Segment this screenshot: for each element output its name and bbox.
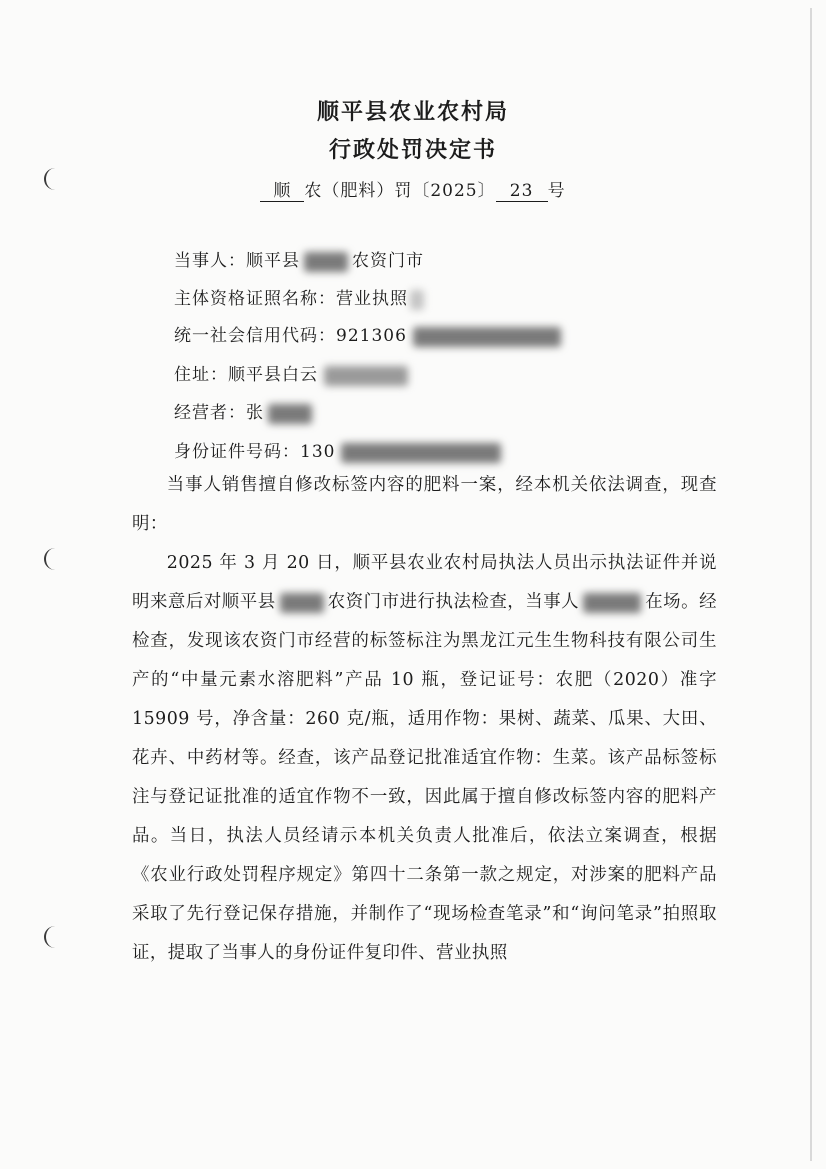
doc-number-suffix: 号 bbox=[547, 181, 566, 201]
id-number-line bbox=[174, 437, 501, 463]
id-number-visible: 130 bbox=[300, 442, 336, 462]
party-name-label: 当事人： bbox=[174, 251, 246, 271]
redaction-mark bbox=[268, 404, 312, 424]
redaction-mark bbox=[324, 366, 408, 386]
license-label: 主体资格证照名称： bbox=[174, 289, 336, 309]
redaction-mark bbox=[304, 252, 348, 272]
party-name-line bbox=[174, 246, 424, 272]
document-number bbox=[0, 176, 826, 202]
facts-text-part-3: 在场。经检查，发现该农资门市经营的标签标注为黑龙江元生生物科技有限公司生产的“中量元素水溶肥料”产品 10 瓶，登记证号：农肥（2020）准字 15909 号，净含量：260 克/瓶，适用作物：果树、蔬菜、瓜果、大田、花卉、中药材等。经查，该产品登记批准适宜作物：生菜。该产品标签标注与登记证批准的适宜作物不一致，因此属于擅自修改标签内容的肥料产品。当日，执法人员经请示本机关负责人批准后，依法立案调查，根据《农业行政处罚程序规定》第四十二条第一款之规定，对涉案的肥料产品采取了先行登记保存措施，并制作了“现场检查笔录”和“询问笔录”拍照取证，提取了当事人的身份证件复印件、营业执照 bbox=[132, 592, 717, 963]
operator-visible: 张 bbox=[246, 403, 264, 423]
redaction-mark bbox=[583, 593, 641, 613]
doc-number-prefix: 顺 bbox=[260, 176, 304, 202]
agency-title: 顺平县农业农村局 bbox=[316, 99, 509, 125]
document-type-title: 行政处罚决定书 bbox=[328, 137, 497, 163]
punch-hole-mark bbox=[44, 926, 64, 948]
intro-paragraph: 当事人销售擅自修改标签内容的肥料一案，经本机关依法调查，现查明： bbox=[132, 475, 717, 534]
operator-line bbox=[174, 398, 312, 424]
redaction-mark bbox=[413, 327, 561, 347]
document-body bbox=[132, 466, 717, 973]
address-visible: 顺平县白云 bbox=[228, 365, 318, 385]
doc-number-middle: 农（肥料）罚〔2025〕 bbox=[304, 181, 496, 201]
address-label: 住址： bbox=[174, 365, 228, 385]
facts-paragraph bbox=[132, 544, 717, 973]
party-name-start: 顺平县 bbox=[246, 251, 300, 271]
operator-label: 经营者： bbox=[174, 403, 246, 423]
redaction-mark bbox=[280, 593, 324, 613]
facts-text-part-1: 2025 年 3 月 20 日，顺平县农业农村局执法人员出示执法证件并说明来意后对顺平县 bbox=[132, 553, 717, 612]
address-line bbox=[174, 360, 408, 386]
credit-code-label: 统一社会信用代码： bbox=[174, 326, 336, 346]
id-number-label: 身份证件号码： bbox=[174, 442, 300, 462]
redaction-mark bbox=[410, 290, 424, 310]
credit-code-visible: 921306 bbox=[336, 326, 407, 346]
credit-code-line bbox=[174, 321, 561, 347]
redaction-mark bbox=[341, 443, 501, 463]
party-name-end: 农资门市 bbox=[352, 251, 424, 271]
license-line bbox=[174, 284, 424, 310]
license-value: 营业执照 bbox=[336, 289, 408, 309]
facts-text-part-2: 农资门市进行执法检查，当事人 bbox=[327, 592, 580, 612]
doc-number-value: 23 bbox=[496, 181, 548, 202]
punch-hole-mark bbox=[44, 548, 64, 570]
